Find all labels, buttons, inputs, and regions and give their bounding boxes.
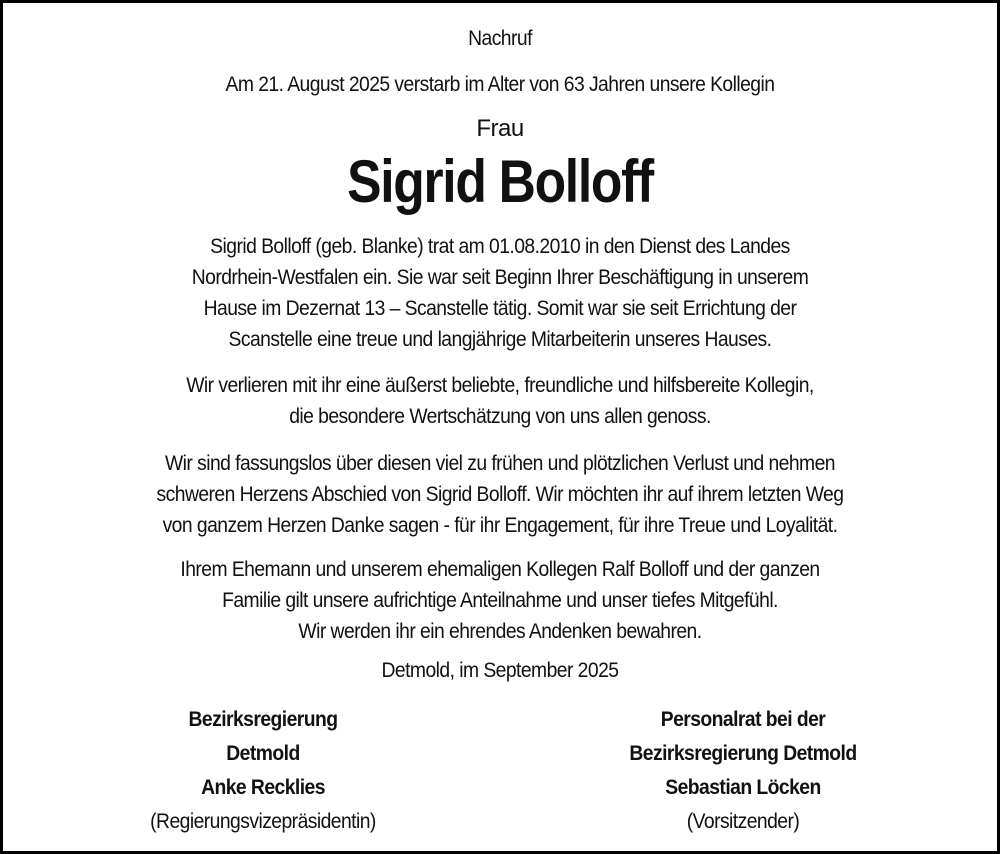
place-date: Detmold, im September 2025: [381, 659, 619, 682]
paragraph-line: Wir verlieren mit ihr eine äußerst beliebte, freundliche und hilfsbereite Kollegin,: [186, 374, 814, 397]
paragraph-2: [43, 370, 957, 432]
signature-role: (Vorsitzender): [686, 810, 800, 833]
intro-line: Am 21. August 2025 verstarb im Alter von 63 Jahren unsere Kollegin: [225, 73, 775, 96]
paragraph-line: Scanstelle eine treue und langjährige Mitarbeiterin unseres Hauses.: [228, 328, 772, 351]
signature-person: Anke Recklies: [201, 776, 325, 799]
signature-org-line: Detmold: [226, 742, 300, 765]
paragraph-1: [43, 231, 957, 355]
signature-org-line: Bezirksregierung Detmold: [629, 742, 857, 765]
paragraph-line: Wir werden ihr ein ehrendes Andenken bewahren.: [298, 620, 702, 643]
paragraph-line: Ihrem Ehemann und unserem ehemaligen Kollegen Ralf Bolloff und der ganzen: [180, 558, 820, 581]
salutation: Frau: [476, 115, 524, 142]
deceased-name: Sigrid Bolloff: [347, 148, 653, 215]
signature-person: Sebastian Löcken: [665, 776, 821, 799]
signature-role: (Regierungsvizepräsidentin): [150, 810, 376, 833]
signature-left: [79, 703, 447, 839]
paragraph-4: [43, 554, 957, 647]
signature-org-line: Bezirksregierung: [188, 708, 338, 731]
paragraph-line: Sigrid Bolloff (geb. Blanke) trat am 01.08.2010 in den Dienst des Landes: [210, 235, 790, 258]
signature-right: [559, 703, 927, 839]
paragraph-line: Hause im Dezernat 13 – Scanstelle tätig. Somit war sie seit Errichtung der: [203, 297, 797, 320]
paragraph-line: Nordrhein-Westfalen ein. Sie war seit Beginn Ihrer Beschäftigung in unserem: [191, 266, 809, 289]
paragraph-line: Familie gilt unsere aufrichtige Anteilnahme und unser tiefes Mitgefühl.: [222, 589, 778, 612]
paragraph-line: schweren Herzens Abschied von Sigrid Bolloff. Wir möchten ihr auf ihrem letzten Weg: [156, 483, 844, 506]
paragraph-line: Wir sind fassungslos über diesen viel zu frühen und plötzlichen Verlust und nehmen: [164, 452, 835, 475]
paragraph-line: die besondere Wertschätzung von uns allen genoss.: [289, 405, 711, 428]
paragraph-line: von ganzem Herzen Danke sagen - für ihr Engagement, für ihre Treue und Loyalität.: [162, 514, 838, 537]
notice-heading: Nachruf: [468, 27, 532, 50]
paragraph-3: [43, 448, 957, 541]
signature-org-line: Personalrat bei der: [660, 708, 826, 731]
